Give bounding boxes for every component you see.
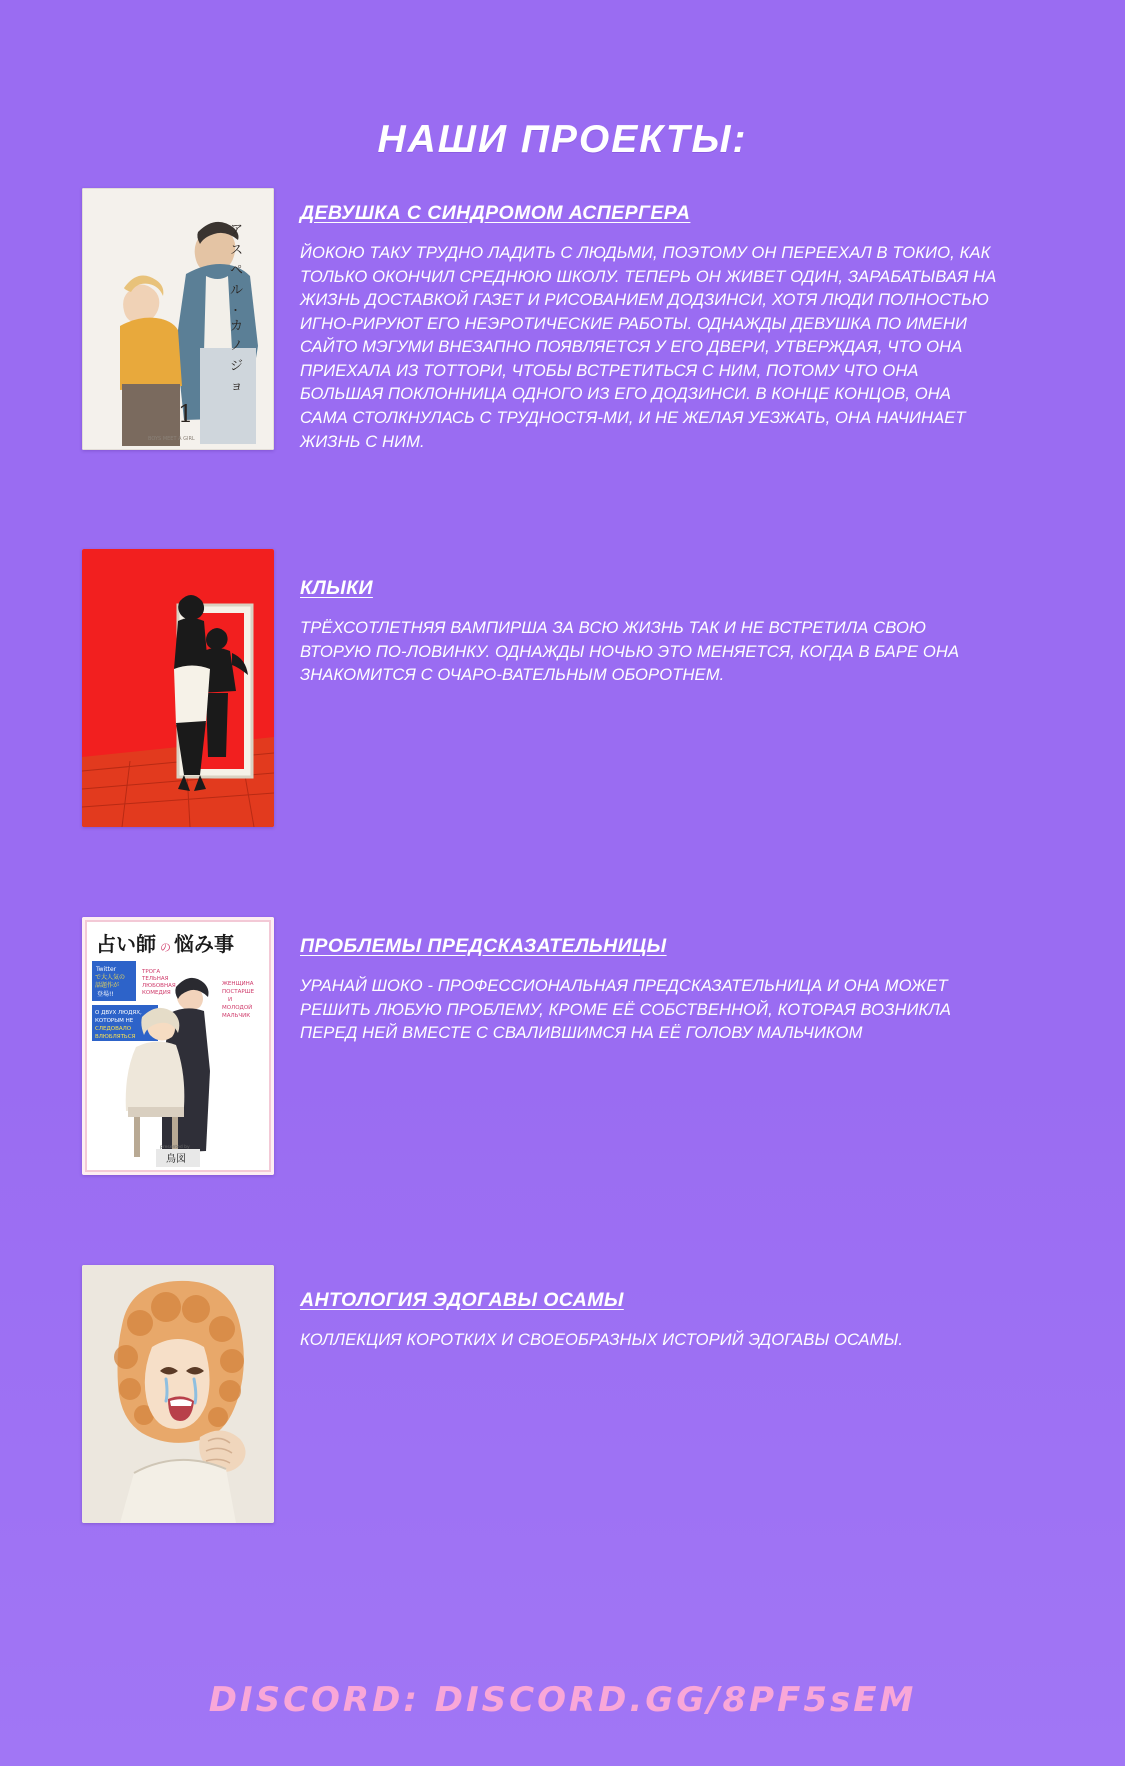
- svg-text:ス: ス: [230, 243, 244, 258]
- svg-text:ЖЕНЩИНА: ЖЕНЩИНА: [222, 981, 254, 988]
- svg-text:Twitter: Twitter: [96, 966, 117, 974]
- svg-text:鳥図: 鳥図: [166, 1154, 186, 1166]
- project-cover-image: [82, 1265, 274, 1523]
- project-details: [274, 1265, 1047, 1352]
- svg-text:ПОСТАРШЕ: ПОСТАРШЕ: [222, 989, 255, 996]
- svg-text:で大人気の: で大人気の: [95, 974, 126, 982]
- project-description: ЙОКОЮ ТАКУ ТРУДНО ЛАДИТЬ С ЛЮДЬМИ, ПОЭТОМУ ОН ПЕРЕЕХАЛ В ТОКИО, КАК ТОЛЬКО ОКОНЧИЛ СРЕДНЮЮ ШКОЛУ. ТЕПЕРЬ ОН ЖИВЕТ ОДИН, ЗАРАБАТЫВАЯ НА ЖИЗНЬ ДОСТАВКОЙ ГАЗЕТ И РИСОВАНИЕМ ДОДЗИНСИ, ХОТЯ ЛЮДИ ПОЛНОСТЬЮ ИГНО-РИРУЮТ ЕГО НЕЭРОТИЧЕСКИЕ РАБОТЫ. ОДНАЖДЫ ДЕВУШКА ПО ИМЕНИ САЙТО МЭГУМИ ВНЕЗАПНО ПОЯВЛЯЕТСЯ У ЕГО ДВЕРИ, УТВЕРЖДАЯ, ЧТО ОНА ПРИЕХАЛА ИЗ ТОТТОРИ, ЧТОБЫ ВСТРЕТИТЬСЯ С НИМ, ПОТОМУ ЧТО ОНА БОЛЬШАЯ ПОКЛОННИЦА ОДНОГО ИЗ ЕГО ДОДЗИНСИ. В КОНЦЕ КОНЦОВ, ОНА САМА СТОЛКНУЛАСЬ С ТРУДНОСТЯ-МИ, И НЕ ЖЕЛАЯ УЕЗЖАТЬ, ОНА НАЧИНАЕТ ЖИЗНЬ С НИМ.: [300, 243, 997, 451]
- project-description: ТРЁХСОТЛЕТНЯЯ ВАМПИРША ЗА ВСЮ ЖИЗНЬ ТАК И НЕ ВСТРЕТИЛА СВОЮ ВТОРУЮ ПО-ЛОВИНКУ. ОДНАЖДЫ НОЧЬЮ ЭТО МЕНЯЕТСЯ, КОГДА В БАРЕ ОНА ЗНАКОМИТСЯ С ОЧАРО-ВАТЕЛЬНЫМ ОБОРОТНЕМ.: [300, 618, 960, 685]
- project-details: [274, 188, 1047, 453]
- svg-text:悩み事: 悩み事: [174, 932, 234, 957]
- project-item: [82, 1265, 1047, 1523]
- svg-text:登場!!: 登場!!: [97, 991, 114, 999]
- project-cover-image: [82, 549, 274, 827]
- project-title[interactable]: ПРОБЛЕМЫ ПРЕДСКАЗАТЕЛЬНИЦЫ: [300, 935, 667, 958]
- project-item: [82, 188, 1047, 453]
- svg-text:カ: カ: [230, 319, 244, 334]
- svg-text:の: の: [160, 941, 171, 955]
- cover-art-fortune-teller: [82, 917, 274, 1175]
- project-description: КОЛЛЕКЦИЯ КОРОТКИХ И СВОЕОБРАЗНЫХ ИСТОРИЙ ЭДОГАВЫ ОСАМЫ.: [300, 1330, 904, 1350]
- projects-list: [0, 188, 1125, 1523]
- project-details: [274, 549, 1047, 687]
- svg-text:КОТОРЫМ НЕ: КОТОРЫМ НЕ: [95, 1018, 134, 1025]
- discord-link[interactable]: DISCORD: DISCORD.GG/8PF5sEM: [208, 1680, 917, 1720]
- svg-text:ペ: ペ: [230, 263, 244, 278]
- project-description: УРАНАЙ ШОКО - ПРОФЕССИОНАЛЬНАЯ ПРЕДСКАЗАТЕЛЬНИЦА И ОНА МОЖЕТ РЕШИТЬ ЛЮБУЮ ПРОБЛЕМУ, КРОМЕ ЕЁ СОБСТВЕННОЙ, КОТОРАЯ ВОЗНИКЛА ПЕРЕД НЕЙ ВМЕСТЕ С СВАЛИВШИМСЯ НА ЕЁ ГОЛОВУ МАЛЬЧИКОМ: [300, 976, 951, 1043]
- svg-text:BOYS MEET A GIRL: BOYS MEET A GIRL: [148, 436, 195, 442]
- cover-art-fangs: [82, 549, 274, 827]
- svg-text:占い師: 占い師: [96, 932, 156, 957]
- svg-text:О ДВУХ ЛЮДЯХ,: О ДВУХ ЛЮДЯХ,: [95, 1010, 142, 1017]
- svg-text:ЛЮБОВНАЯ: ЛЮБОВНАЯ: [142, 983, 176, 990]
- project-item: [82, 917, 1047, 1175]
- project-title[interactable]: КЛЫКИ: [300, 577, 373, 600]
- page-title: НАШИ ПРОЕКТЫ:: [377, 118, 748, 161]
- svg-text:ВЛЮБЛЯТЬСЯ: ВЛЮБЛЯТЬСЯ: [95, 1034, 136, 1041]
- project-title[interactable]: ДЕВУШКА С СИНДРОМОМ АСПЕРГЕРА: [300, 202, 691, 224]
- svg-text:話題作が: 話題作が: [95, 982, 120, 990]
- project-item: [82, 549, 1047, 827]
- svg-text:ジ: ジ: [230, 359, 244, 374]
- svg-text:・: ・: [230, 304, 241, 317]
- svg-text:И: И: [228, 997, 233, 1004]
- svg-text:ТЕЛЬНАЯ: ТЕЛЬНАЯ: [142, 976, 169, 983]
- svg-text:ョ: ョ: [230, 379, 244, 394]
- svg-text:СЛЕДОВАЛО: СЛЕДОВАЛО: [95, 1026, 132, 1033]
- cover-art-anthology: [82, 1265, 274, 1523]
- project-cover-image: [82, 917, 274, 1175]
- project-details: [274, 917, 1047, 1045]
- svg-text:КОМЕДИЯ: КОМЕДИЯ: [142, 990, 171, 997]
- svg-text:1: 1: [178, 400, 194, 428]
- project-title[interactable]: АНТОЛОГИЯ ЭДОГАВЫ ОСАМЫ: [300, 1289, 624, 1312]
- svg-text:ア: ア: [230, 223, 244, 238]
- svg-text:МАЛЬЧИК: МАЛЬЧИК: [222, 1013, 251, 1020]
- cover-art-asperger: [82, 188, 274, 450]
- project-cover-image: [82, 188, 274, 450]
- svg-text:presented by: presented by: [160, 1145, 190, 1151]
- svg-text:ТРОГА: ТРОГА: [142, 969, 161, 976]
- svg-text:МОЛОДОЙ: МОЛОДОЙ: [222, 1005, 253, 1012]
- svg-text:ДРУГ В ДРУГА!: ДРУГ В ДРУГА!: [95, 1042, 137, 1049]
- svg-text:ル: ル: [230, 283, 244, 298]
- svg-text:ノ: ノ: [230, 339, 244, 354]
